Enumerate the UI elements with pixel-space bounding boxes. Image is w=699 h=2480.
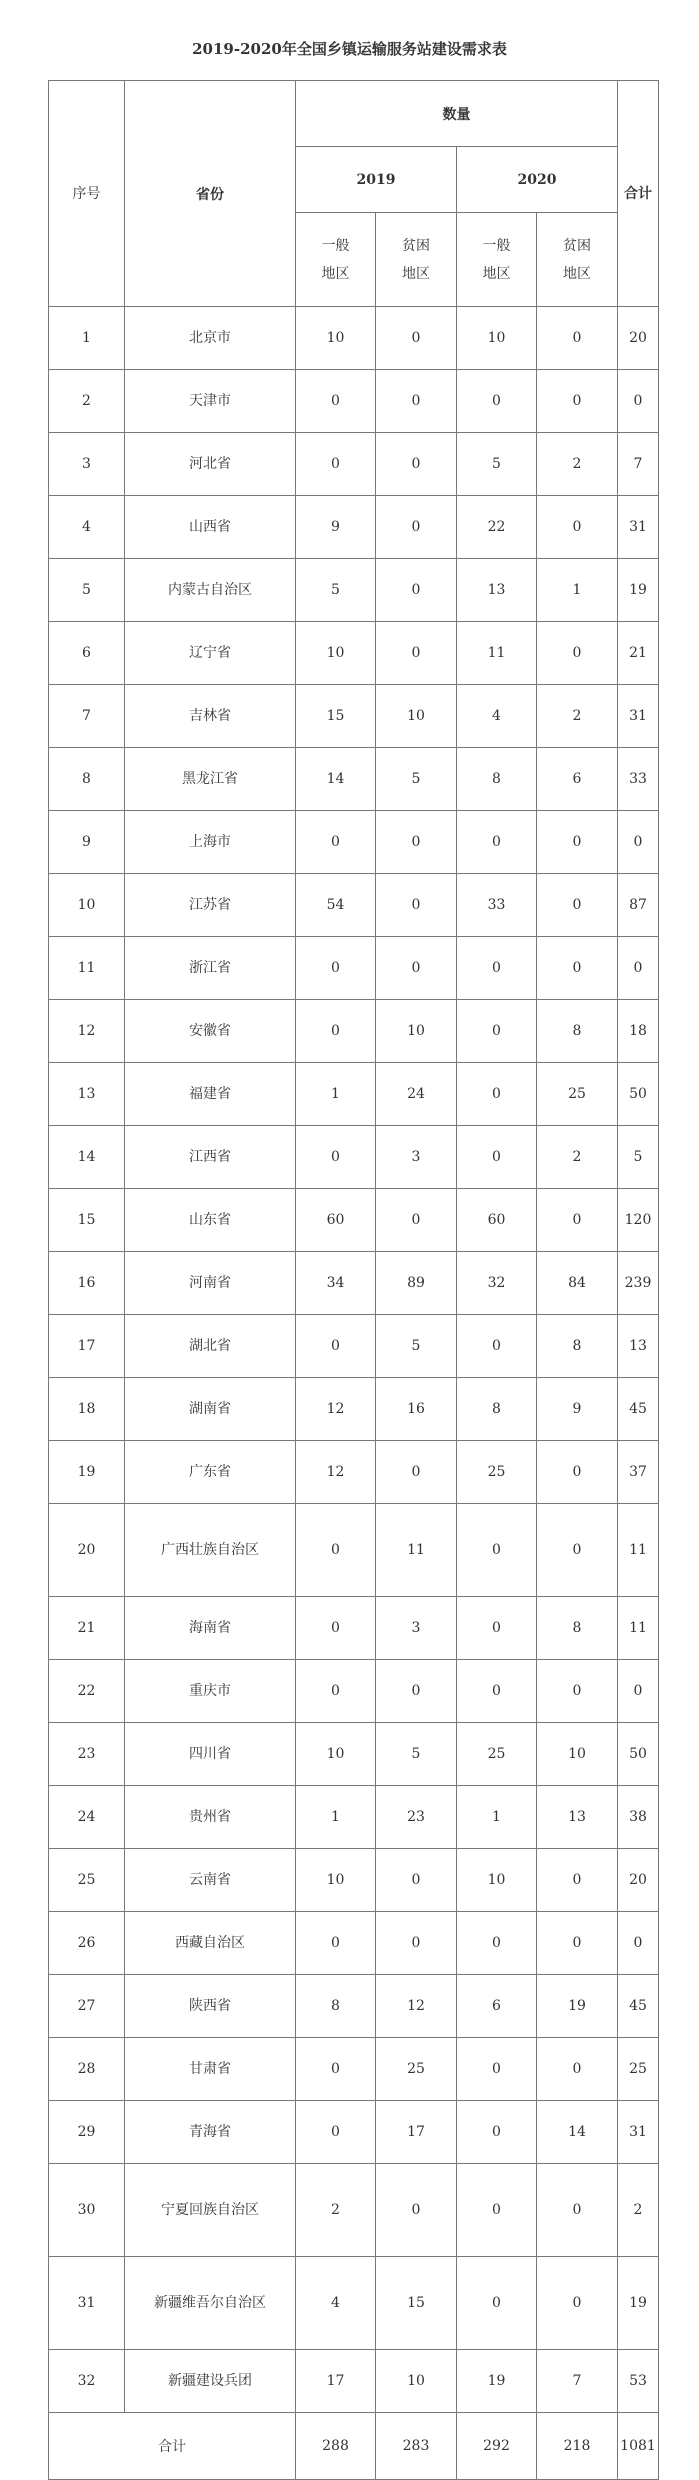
cell-2019-general: 54: [296, 874, 376, 937]
cell-2020-poor: 7: [537, 2350, 618, 2413]
table-row: [49, 433, 659, 496]
cell-total: 19: [618, 2257, 659, 2350]
table-row: [49, 874, 659, 937]
cell-2019-poor: 0: [376, 496, 457, 559]
cell-province: 内蒙古自治区: [125, 559, 296, 622]
cell-total: 239: [618, 1252, 659, 1315]
cell-total: 45: [618, 1378, 659, 1441]
cell-2020-general: 0: [457, 370, 537, 433]
cell-2020-general: 10: [457, 307, 537, 370]
cell-2019-general: 0: [296, 1000, 376, 1063]
table-body: [49, 307, 659, 2413]
table-row: [49, 307, 659, 370]
cell-province: 广西壮族自治区: [125, 1504, 296, 1597]
header-row-1: [49, 81, 659, 147]
table-row: [49, 2350, 659, 2413]
cell-seq: 7: [49, 685, 125, 748]
cell-total: 50: [618, 1723, 659, 1786]
cell-province: 云南省: [125, 1849, 296, 1912]
cell-seq: 2: [49, 370, 125, 433]
table-row: [49, 811, 659, 874]
cell-total: 11: [618, 1597, 659, 1660]
cell-2020-general: 0: [457, 1504, 537, 1597]
table-row: [49, 2257, 659, 2350]
cell-total: 31: [618, 2101, 659, 2164]
cell-2020-general: 0: [457, 811, 537, 874]
cell-2019-poor: 0: [376, 937, 457, 1000]
table-row: [49, 2038, 659, 2101]
cell-province: 吉林省: [125, 685, 296, 748]
cell-2020-general: 0: [457, 1000, 537, 1063]
header-2019-general: 一般地区: [296, 213, 376, 307]
cell-province: 山西省: [125, 496, 296, 559]
cell-seq: 26: [49, 1912, 125, 1975]
cell-2020-general: 0: [457, 2257, 537, 2350]
cell-2020-poor: 8: [537, 1315, 618, 1378]
cell-total: 7: [618, 433, 659, 496]
cell-total: 33: [618, 748, 659, 811]
cell-2020-general: 22: [457, 496, 537, 559]
cell-seq: 19: [49, 1441, 125, 1504]
table-row: [49, 748, 659, 811]
cell-2019-general: 0: [296, 811, 376, 874]
cell-2019-poor: 10: [376, 685, 457, 748]
cell-total: 21: [618, 622, 659, 685]
table-row: [49, 559, 659, 622]
cell-2019-poor: 5: [376, 1315, 457, 1378]
cell-2019-general: 0: [296, 1912, 376, 1975]
cell-seq: 23: [49, 1723, 125, 1786]
cell-2019-general: 0: [296, 1597, 376, 1660]
cell-2020-general: 19: [457, 2350, 537, 2413]
cell-2020-general: 33: [457, 874, 537, 937]
total-2020-general: 292: [457, 2413, 537, 2480]
cell-total: 0: [618, 811, 659, 874]
cell-total: 2: [618, 2164, 659, 2257]
cell-2019-poor: 0: [376, 1189, 457, 1252]
cell-province: 陕西省: [125, 1975, 296, 2038]
cell-seq: 6: [49, 622, 125, 685]
cell-2019-poor: 0: [376, 1849, 457, 1912]
table-row: [49, 1597, 659, 1660]
cell-2020-poor: 8: [537, 1597, 618, 1660]
cell-total: 25: [618, 2038, 659, 2101]
cell-2019-poor: 25: [376, 2038, 457, 2101]
cell-seq: 28: [49, 2038, 125, 2101]
cell-2019-poor: 89: [376, 1252, 457, 1315]
cell-2019-poor: 12: [376, 1975, 457, 2038]
cell-2019-general: 10: [296, 1723, 376, 1786]
cell-2020-poor: 8: [537, 1000, 618, 1063]
cell-2020-poor: 0: [537, 2257, 618, 2350]
cell-seq: 1: [49, 307, 125, 370]
cell-2020-poor: 0: [537, 1660, 618, 1723]
cell-2020-poor: 0: [537, 1504, 618, 1597]
cell-province: 江西省: [125, 1126, 296, 1189]
cell-2019-general: 0: [296, 1126, 376, 1189]
cell-2020-poor: 2: [537, 1126, 618, 1189]
cell-2020-general: 32: [457, 1252, 537, 1315]
cell-2019-general: 9: [296, 496, 376, 559]
cell-2020-poor: 0: [537, 1849, 618, 1912]
cell-seq: 31: [49, 2257, 125, 2350]
total-2020-poor: 218: [537, 2413, 618, 2480]
cell-2020-general: 1: [457, 1786, 537, 1849]
cell-province: 重庆市: [125, 1660, 296, 1723]
cell-2019-poor: 0: [376, 1912, 457, 1975]
cell-province: 贵州省: [125, 1786, 296, 1849]
cell-total: 5: [618, 1126, 659, 1189]
cell-2020-general: 0: [457, 1912, 537, 1975]
cell-2020-general: 0: [457, 1597, 537, 1660]
cell-2020-poor: 25: [537, 1063, 618, 1126]
cell-2020-poor: 10: [537, 1723, 618, 1786]
cell-2020-general: 0: [457, 1126, 537, 1189]
cell-province: 辽宁省: [125, 622, 296, 685]
cell-2019-general: 17: [296, 2350, 376, 2413]
cell-2019-poor: 5: [376, 748, 457, 811]
cell-2019-poor: 0: [376, 307, 457, 370]
cell-seq: 15: [49, 1189, 125, 1252]
cell-seq: 32: [49, 2350, 125, 2413]
cell-2019-poor: 11: [376, 1504, 457, 1597]
cell-2019-general: 15: [296, 685, 376, 748]
cell-province: 天津市: [125, 370, 296, 433]
cell-2020-poor: 1: [537, 559, 618, 622]
total-row: [49, 2413, 659, 2480]
cell-seq: 27: [49, 1975, 125, 2038]
cell-2019-general: 0: [296, 2038, 376, 2101]
cell-total: 19: [618, 559, 659, 622]
cell-2019-general: 10: [296, 1849, 376, 1912]
cell-total: 11: [618, 1504, 659, 1597]
cell-seq: 10: [49, 874, 125, 937]
cell-2019-poor: 16: [376, 1378, 457, 1441]
cell-seq: 16: [49, 1252, 125, 1315]
table-row: [49, 1315, 659, 1378]
cell-2019-general: 10: [296, 307, 376, 370]
header-seq: 序号: [49, 81, 125, 307]
cell-2020-poor: 0: [537, 2164, 618, 2257]
cell-2019-poor: 5: [376, 1723, 457, 1786]
cell-total: 18: [618, 1000, 659, 1063]
cell-2019-general: 0: [296, 937, 376, 1000]
cell-total: 31: [618, 496, 659, 559]
table-row: [49, 1189, 659, 1252]
cell-province: 黑龙江省: [125, 748, 296, 811]
cell-2019-general: 2: [296, 2164, 376, 2257]
total-row-label: 合计: [49, 2413, 296, 2480]
table-row: [49, 1849, 659, 1912]
cell-2019-general: 14: [296, 748, 376, 811]
cell-2020-poor: 84: [537, 1252, 618, 1315]
cell-2020-general: 6: [457, 1975, 537, 2038]
cell-2020-general: 0: [457, 2164, 537, 2257]
cell-2020-poor: 0: [537, 496, 618, 559]
table-row: [49, 1441, 659, 1504]
table-row: [49, 2164, 659, 2257]
cell-total: 0: [618, 937, 659, 1000]
cell-2020-general: 60: [457, 1189, 537, 1252]
cell-province: 河南省: [125, 1252, 296, 1315]
table-row: [49, 685, 659, 748]
table-row: [49, 1504, 659, 1597]
table-row: [49, 1975, 659, 2038]
cell-seq: 21: [49, 1597, 125, 1660]
cell-province: 新疆维吾尔自治区: [125, 2257, 296, 2350]
cell-seq: 25: [49, 1849, 125, 1912]
cell-2020-general: 0: [457, 937, 537, 1000]
cell-2019-poor: 3: [376, 1126, 457, 1189]
cell-seq: 3: [49, 433, 125, 496]
cell-province: 湖南省: [125, 1378, 296, 1441]
cell-2020-general: 0: [457, 1063, 537, 1126]
cell-province: 福建省: [125, 1063, 296, 1126]
cell-province: 青海省: [125, 2101, 296, 2164]
cell-province: 安徽省: [125, 1000, 296, 1063]
cell-seq: 22: [49, 1660, 125, 1723]
cell-seq: 11: [49, 937, 125, 1000]
cell-total: 53: [618, 2350, 659, 2413]
cell-2020-general: 13: [457, 559, 537, 622]
cell-total: 0: [618, 370, 659, 433]
cell-2020-poor: 2: [537, 685, 618, 748]
cell-2019-poor: 0: [376, 874, 457, 937]
cell-2019-general: 0: [296, 2101, 376, 2164]
cell-2019-poor: 17: [376, 2101, 457, 2164]
cell-2019-general: 0: [296, 1660, 376, 1723]
cell-total: 38: [618, 1786, 659, 1849]
cell-province: 四川省: [125, 1723, 296, 1786]
cell-2019-poor: 0: [376, 622, 457, 685]
cell-2020-general: 8: [457, 1378, 537, 1441]
cell-2019-poor: 0: [376, 433, 457, 496]
cell-2019-general: 34: [296, 1252, 376, 1315]
cell-2020-poor: 19: [537, 1975, 618, 2038]
cell-2020-general: 4: [457, 685, 537, 748]
cell-2019-general: 10: [296, 622, 376, 685]
cell-province: 湖北省: [125, 1315, 296, 1378]
cell-2019-poor: 0: [376, 2164, 457, 2257]
cell-2020-poor: 0: [537, 811, 618, 874]
cell-total: 13: [618, 1315, 659, 1378]
cell-total: 20: [618, 307, 659, 370]
cell-total: 87: [618, 874, 659, 937]
total-2019-poor: 283: [376, 2413, 457, 2480]
cell-2019-general: 1: [296, 1786, 376, 1849]
cell-2019-poor: 0: [376, 811, 457, 874]
cell-2019-poor: 15: [376, 2257, 457, 2350]
cell-total: 50: [618, 1063, 659, 1126]
cell-2020-poor: 9: [537, 1378, 618, 1441]
table-row: [49, 1912, 659, 1975]
cell-province: 江苏省: [125, 874, 296, 937]
cell-2020-general: 0: [457, 2038, 537, 2101]
cell-seq: 4: [49, 496, 125, 559]
cell-2019-poor: 0: [376, 559, 457, 622]
cell-2019-poor: 10: [376, 1000, 457, 1063]
cell-2020-poor: 0: [537, 370, 618, 433]
cell-seq: 13: [49, 1063, 125, 1126]
table-row: [49, 1723, 659, 1786]
table-row: [49, 1786, 659, 1849]
cell-2020-general: 0: [457, 1660, 537, 1723]
cell-2020-general: 10: [457, 1849, 537, 1912]
cell-province: 上海市: [125, 811, 296, 874]
cell-2020-poor: 6: [537, 748, 618, 811]
cell-2019-general: 12: [296, 1441, 376, 1504]
cell-2019-poor: 3: [376, 1597, 457, 1660]
cell-2020-poor: 0: [537, 874, 618, 937]
cell-province: 广东省: [125, 1441, 296, 1504]
cell-2020-poor: 0: [537, 1912, 618, 1975]
cell-2019-general: 12: [296, 1378, 376, 1441]
cell-seq: 24: [49, 1786, 125, 1849]
cell-2019-poor: 0: [376, 1441, 457, 1504]
cell-2020-poor: 0: [537, 622, 618, 685]
cell-total: 20: [618, 1849, 659, 1912]
table-row: [49, 1000, 659, 1063]
cell-seq: 30: [49, 2164, 125, 2257]
cell-province: 浙江省: [125, 937, 296, 1000]
table-row: [49, 2101, 659, 2164]
cell-province: 西藏自治区: [125, 1912, 296, 1975]
cell-total: 120: [618, 1189, 659, 1252]
table-row: [49, 1660, 659, 1723]
cell-province: 海南省: [125, 1597, 296, 1660]
cell-seq: 14: [49, 1126, 125, 1189]
cell-2019-general: 0: [296, 433, 376, 496]
table-title: 2019-2020年全国乡镇运输服务站建设需求表: [192, 40, 507, 58]
cell-2019-poor: 10: [376, 2350, 457, 2413]
table-row: [49, 1252, 659, 1315]
cell-2019-general: 4: [296, 2257, 376, 2350]
cell-2020-general: 8: [457, 748, 537, 811]
cell-province: 宁夏回族自治区: [125, 2164, 296, 2257]
cell-2019-general: 1: [296, 1063, 376, 1126]
header-year-2020: 2020: [457, 147, 618, 213]
table-row: [49, 937, 659, 1000]
cell-2019-poor: 0: [376, 370, 457, 433]
header-2020-poor: 贫困地区: [537, 213, 618, 307]
cell-2020-general: 0: [457, 1315, 537, 1378]
cell-2019-poor: 0: [376, 1660, 457, 1723]
cell-2020-general: 0: [457, 2101, 537, 2164]
cell-2020-poor: 14: [537, 2101, 618, 2164]
cell-2019-general: 0: [296, 1504, 376, 1597]
demand-table: [48, 80, 659, 2480]
cell-2020-general: 25: [457, 1723, 537, 1786]
cell-total: 0: [618, 1660, 659, 1723]
grand-total: 1081: [618, 2413, 659, 2480]
cell-2020-poor: 0: [537, 307, 618, 370]
header-2019-poor: 贫困地区: [376, 213, 457, 307]
cell-2020-poor: 0: [537, 937, 618, 1000]
cell-province: 新疆建设兵团: [125, 2350, 296, 2413]
table-row: [49, 370, 659, 433]
cell-province: 河北省: [125, 433, 296, 496]
header-year-2019: 2019: [296, 147, 457, 213]
cell-2020-general: 25: [457, 1441, 537, 1504]
cell-seq: 20: [49, 1504, 125, 1597]
cell-2019-general: 60: [296, 1189, 376, 1252]
table-row: [49, 496, 659, 559]
cell-seq: 18: [49, 1378, 125, 1441]
header-total: 合计: [618, 81, 659, 307]
cell-seq: 9: [49, 811, 125, 874]
cell-total: 37: [618, 1441, 659, 1504]
cell-2019-general: 8: [296, 1975, 376, 2038]
header-2020-general: 一般地区: [457, 213, 537, 307]
cell-province: 甘肃省: [125, 2038, 296, 2101]
table-row: [49, 622, 659, 685]
cell-2019-general: 0: [296, 370, 376, 433]
cell-2019-poor: 24: [376, 1063, 457, 1126]
cell-province: 山东省: [125, 1189, 296, 1252]
cell-2019-poor: 23: [376, 1786, 457, 1849]
cell-2020-poor: 13: [537, 1786, 618, 1849]
cell-total: 45: [618, 1975, 659, 2038]
table-row: [49, 1378, 659, 1441]
cell-seq: 29: [49, 2101, 125, 2164]
cell-seq: 12: [49, 1000, 125, 1063]
cell-2020-general: 5: [457, 433, 537, 496]
cell-seq: 17: [49, 1315, 125, 1378]
table-row: [49, 1126, 659, 1189]
cell-2019-general: 5: [296, 559, 376, 622]
header-province: 省份: [125, 81, 296, 307]
cell-seq: 5: [49, 559, 125, 622]
cell-2020-general: 11: [457, 622, 537, 685]
cell-2019-general: 0: [296, 1315, 376, 1378]
cell-2020-poor: 0: [537, 2038, 618, 2101]
cell-seq: 8: [49, 748, 125, 811]
cell-province: 北京市: [125, 307, 296, 370]
table-row: [49, 1063, 659, 1126]
cell-2020-poor: 0: [537, 1189, 618, 1252]
header-quantity: 数量: [296, 81, 618, 147]
cell-2020-poor: 0: [537, 1441, 618, 1504]
cell-2020-poor: 2: [537, 433, 618, 496]
cell-total: 31: [618, 685, 659, 748]
total-2019-general: 288: [296, 2413, 376, 2480]
cell-total: 0: [618, 1912, 659, 1975]
